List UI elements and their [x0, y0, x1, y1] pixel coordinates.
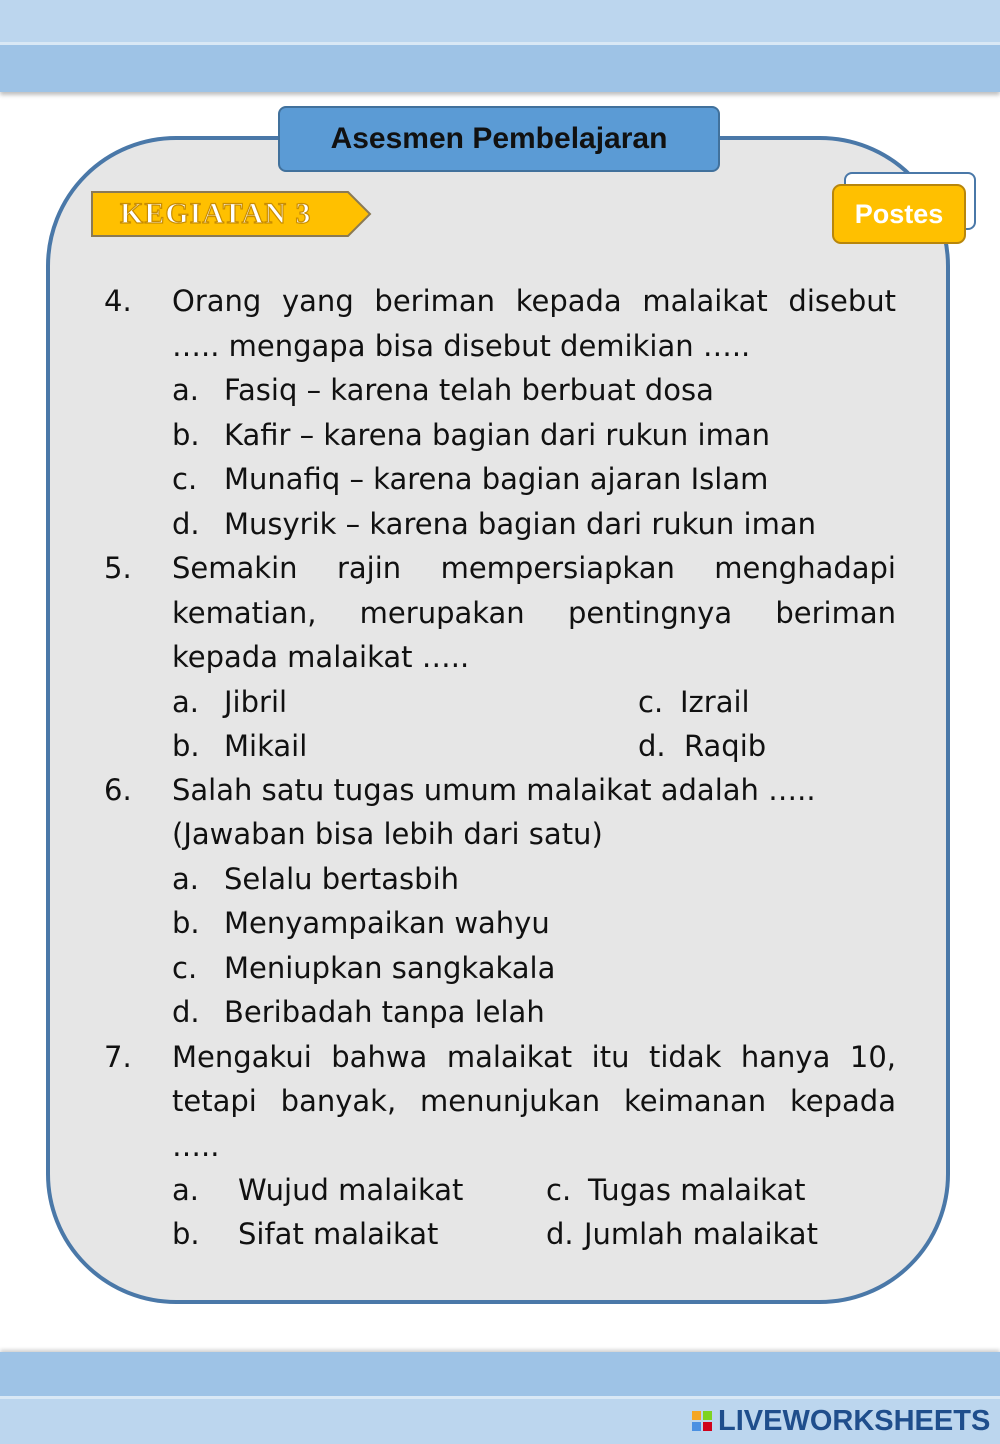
question-number: 6. [104, 773, 132, 807]
option-letter: d. [546, 1217, 574, 1251]
option-text: Sifat malaikat [238, 1217, 439, 1251]
option-letter: b. [172, 729, 200, 763]
question-text-line: Semakin rajin mempersiapkan menghadapi [172, 551, 896, 585]
question-text-line: ….. mengapa bisa disebut demikian ….. [172, 329, 751, 363]
option-text: Meniupkan sangkakala [224, 951, 556, 985]
option-letter: d. [172, 995, 200, 1029]
option-letter: a. [172, 373, 199, 407]
option-letter: a. [172, 1173, 199, 1207]
activity-badge-label: KEGIATAN 3 [120, 197, 312, 230]
liveworksheets-logo[interactable] [692, 1402, 990, 1440]
option-letter: a. [172, 685, 199, 719]
option-letter: d. [172, 507, 200, 541]
option-text: Menyampaikan wahyu [224, 906, 550, 940]
question-text-line: ….. [172, 1129, 220, 1163]
option-letter: d. [638, 729, 666, 763]
option-text: Tugas malaikat [588, 1173, 806, 1207]
option-text: Mikail [224, 729, 308, 763]
option-text: Selalu bertasbih [224, 862, 460, 896]
option-text: Izrail [680, 685, 750, 719]
option-letter: c. [638, 685, 664, 719]
question-number: 4. [104, 284, 132, 318]
option-text: Beribadah tanpa lelah [224, 995, 545, 1029]
question-text-line: Salah satu tugas umum malaikat adalah ….. [172, 773, 816, 807]
activity-badge [90, 190, 372, 238]
question-text-line: kematian, merupakan pentingnya beriman [172, 596, 896, 630]
option-text: Jibril [224, 685, 288, 719]
option-letter: c. [172, 951, 198, 985]
option-text: Raqib [684, 729, 767, 763]
option-text: Munafiq – karena bagian ajaran Islam [224, 462, 769, 496]
option-letter: a. [172, 862, 199, 896]
option-text: Musyrik – karena bagian dari rukun iman [224, 507, 816, 541]
question-number: 7. [104, 1040, 132, 1074]
question-text-line: (Jawaban bisa lebih dari satu) [172, 817, 603, 851]
question-text-line: Mengakui bahwa malaikat itu tidak hanya 10, [172, 1040, 896, 1074]
liveworksheets-logo-icon [692, 1409, 714, 1433]
liveworksheets-logo-text: LIVEWORKSHEETS [718, 1404, 991, 1437]
option-letter: b. [172, 1217, 200, 1251]
option-letter: c. [172, 462, 198, 496]
question-text-line: kepada malaikat ….. [172, 640, 470, 674]
option-text: Jumlah malaikat [584, 1217, 818, 1251]
header-band [0, 0, 1000, 92]
postes-tag: Postes [832, 184, 966, 244]
option-letter: c. [546, 1173, 572, 1207]
option-letter: b. [172, 418, 200, 452]
option-letter: b. [172, 906, 200, 940]
option-text: Wujud malaikat [238, 1173, 464, 1207]
question-text-line: tetapi banyak, menunjukan keimanan kepada [172, 1084, 896, 1118]
question-text-line: Orang yang beriman kepada malaikat disebut [172, 284, 896, 318]
question-number: 5. [104, 551, 132, 585]
option-text: Fasiq – karena telah berbuat dosa [224, 373, 714, 407]
page-title: Asesmen Pembelajaran [278, 106, 720, 172]
option-text: Kafir – karena bagian dari rukun iman [224, 418, 770, 452]
